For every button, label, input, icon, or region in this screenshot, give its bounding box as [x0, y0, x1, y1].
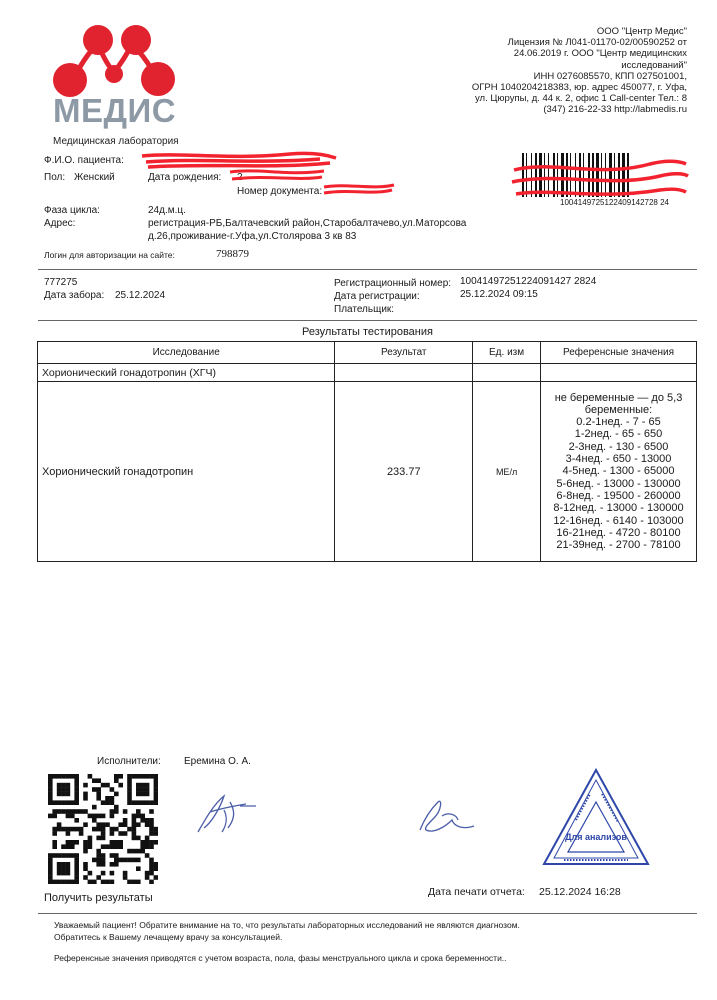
order-id: 777275	[44, 277, 78, 288]
company-name: ООО "Центр Медис"	[596, 26, 687, 37]
performer-name: Еремина О. А.	[184, 756, 251, 767]
reference-line: 21-39нед. - 2700 - 78100	[556, 539, 681, 552]
reference-line: 6-8нед. - 19500 - 260000	[556, 489, 681, 502]
company-info: ООО "Центр Медис" Лицензия № Л041-01170-02/00590252 от 24.06.2019 г. ООО "Центр медицинских исследований" ИНН 0276085570, КПП 027501001, ОГРН 1040204218383, юр. адрес 450077, г. Уфа, ул. Цюрупы, д. 44 к. 2, офис 1 Call-center Тел.: 8 (347) 216-22-33 http://labmedis.ru	[437, 26, 687, 116]
medis-logo-mark	[48, 22, 180, 100]
redaction-scribble	[510, 150, 690, 208]
logo-subtitle: Медицинская лаборатория	[53, 136, 179, 147]
reference-values	[541, 382, 697, 562]
reference-line: 5-6нед. - 13000 - 130000	[556, 477, 681, 490]
reference-note: Референсные значения приводятся с учетом возраста, пола, фазы менструального цикла и срока беременности..	[54, 953, 507, 963]
reference-line: 1-2нед. - 65 - 650	[574, 428, 663, 441]
results-title: Результаты тестирования	[302, 326, 433, 338]
reference-line: не беременные — до 5,3	[554, 391, 683, 404]
lab-stamp	[540, 766, 652, 870]
login-value: 798879	[216, 248, 249, 260]
company-license: Лицензия № Л041-01170-02/00590252 от	[507, 37, 687, 49]
results-table	[37, 341, 697, 562]
dob-label: Дата рождения:	[148, 172, 222, 183]
redaction-scribble	[228, 166, 328, 184]
test-name: Хорионический гонадотропин	[38, 382, 335, 562]
test-unit: МЕ/л	[473, 382, 541, 562]
table-header-row	[38, 342, 697, 364]
column-header: Результат	[335, 342, 473, 364]
redaction-scribble	[322, 180, 396, 198]
table-group-row	[38, 364, 697, 382]
divider	[38, 320, 697, 321]
barcode-number: 1004149725122409142728 24	[560, 198, 670, 207]
performers-label: Исполнители:	[97, 756, 161, 767]
address-line-1: регистрация-РБ,Балтачевский район,Старобалтачево,ул.Маторсова	[148, 218, 467, 229]
address-label: Адрес:	[44, 218, 76, 229]
reference-line: 4-5нед. - 1300 - 65000	[562, 465, 675, 478]
signature-2	[412, 790, 478, 840]
stamp-text: Для анализов	[565, 832, 627, 842]
cycle-phase-value: 24д.м.ц.	[148, 205, 186, 216]
reference-line: 8-12нед. - 13000 - 130000	[553, 502, 684, 515]
company-phone: (347) 216-22-33 http://labmedis.ru	[543, 104, 687, 116]
column-header: Ед. изм	[473, 342, 541, 364]
registration-number: 10041497251224091427 2824	[460, 276, 597, 287]
signature-1	[190, 788, 264, 838]
divider	[38, 269, 697, 270]
column-header: Исследование	[38, 342, 335, 364]
reference-line: беременные:	[584, 403, 653, 416]
disclaimer-line-1: Уважаемый пациент! Обратите внимание на то, что результаты лабораторных исследований не являются диагнозом.	[54, 920, 520, 930]
registration-date-label: Дата регистрации:	[334, 291, 420, 302]
print-date-label: Дата печати отчета:	[428, 886, 525, 898]
payer-label: Плательщик:	[334, 304, 395, 315]
qr-caption: Получить результаты	[44, 892, 153, 904]
dob-value: 2	[237, 172, 243, 183]
company-ogrn: ОГРН 1040204218383, юр. адрес 450077, г. Уфа,	[471, 82, 687, 94]
reference-line: 2-3нед. - 130 - 6500	[568, 440, 669, 453]
column-header: Референсные значения	[541, 342, 697, 364]
address-line-2: д.26,проживание-г.Уфа,ул.Столярова 3 кв 83	[148, 231, 357, 242]
sex-label: Пол:	[44, 172, 66, 183]
table-row	[38, 382, 697, 562]
collection-date: 25.12.2024	[115, 290, 166, 301]
login-label: Логин для авторизации на сайте:	[44, 250, 175, 260]
reference-line: 16-21нед. - 4720 - 80100	[556, 526, 681, 539]
sex-value: Женский	[74, 172, 115, 183]
registration-number-label: Регистрационный номер:	[334, 278, 452, 289]
document-number-label: Номер документа:	[237, 186, 323, 197]
collection-date-label: Дата забора:	[44, 290, 105, 301]
patient-name-label: Ф.И.О. пациента:	[44, 155, 124, 166]
reference-line: 3-4нед. - 650 - 13000	[565, 453, 672, 466]
test-group-name: Хорионический гонадотропин (ХГЧ)	[38, 364, 335, 382]
test-result-value: 233.77	[335, 382, 473, 562]
disclaimer-line-2: Обратитесь к Вашему лечащему врачу за консультацией.	[54, 932, 283, 942]
logo-wordmark: МЕДИС	[53, 92, 177, 129]
qr-code[interactable]	[48, 774, 158, 884]
company-address: ул. Цюрупы, д. 44 к. 2, офис 1 Call-center Тел.: 8	[475, 93, 687, 105]
company-inn: ИНН 0276085570, КПП 027501001,	[533, 70, 687, 82]
cycle-phase-label: Фаза цикла:	[44, 205, 100, 216]
reference-line: 12-16нед. - 6140 - 103000	[553, 514, 684, 527]
reference-line: 0.2-1нед. - 7 - 65	[576, 416, 661, 429]
print-date: 25.12.2024 16:28	[539, 886, 621, 898]
registration-date: 25.12.2024 09:15	[460, 289, 538, 300]
divider	[38, 913, 697, 914]
